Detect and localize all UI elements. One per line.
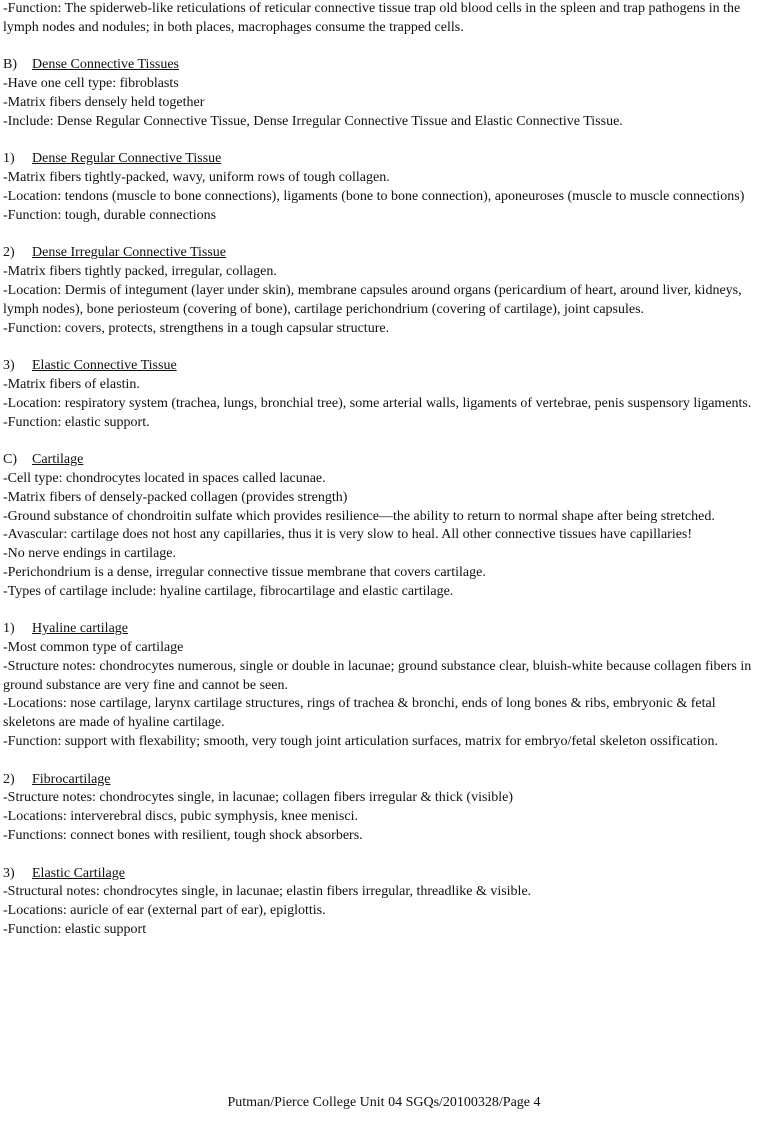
- subsection-heading-dense-regular: 1) Dense Regular Connective Tissue: [3, 151, 222, 167]
- body-line: -Matrix fibers tightly-packed, wavy, uniform rows of tough collagen.: [3, 170, 390, 186]
- reticular-function-text: -Function: The spiderweb-like reticulations of reticular connective tissue trap old blood cells in the spleen and trap pathogens in the lymph nodes and nodules; in both places, macrophages consume the trapped cells.: [3, 1, 741, 35]
- body-line: -Function: elastic support.: [3, 414, 150, 430]
- body-line: -Matrix fibers of densely-packed collagen (provides strength): [3, 489, 348, 505]
- body-line: -Matrix fibers densely held together: [3, 94, 205, 110]
- body-line: -Cell type: chondrocytes located in spaces called lacunae.: [3, 470, 326, 486]
- body-line: -Function: support with flexability; smooth, very tough joint articulation surfaces, matrix for embryo/fetal skeleton ossification.: [3, 734, 719, 750]
- body-line: -Have one cell type: fibroblasts: [3, 76, 179, 92]
- body-line: -Locations: interverebral discs, pubic symphysis, knee menisci.: [3, 809, 358, 825]
- body-line: -Include: Dense Regular Connective Tissue, Dense Irregular Connective Tissue and Elastic Connective Tissue.: [3, 113, 623, 129]
- body-line: -Matrix fibers of elastin.: [3, 376, 140, 392]
- section-heading-dense: B) Dense Connective Tissues: [3, 57, 179, 73]
- body-line: -Function: tough, durable connections: [3, 207, 217, 223]
- body-line: -Function: elastic support: [3, 922, 147, 938]
- body-line: -Location: Dermis of integument (layer under skin), membrane capsules around organs (pericardium of heart, around liver, kidneys, lymph nodes), bone periosteum (covering of bone), cartilage perichondrium (covering of cartilage), joint capsules.: [3, 282, 742, 317]
- subsection-heading-fibrocartilage: 2) Fibrocartilage: [3, 771, 111, 787]
- body-line: -No nerve endings in cartilage.: [3, 546, 176, 562]
- page-footer: Putman/Pierce College Unit 04 SGQs/20100328/Page 4: [227, 1095, 541, 1110]
- body-line: -Structure notes: chondrocytes single, in lacunae; collagen fibers irregular & thick (visible): [3, 790, 514, 806]
- body-line: -Locations: nose cartilage, larynx cartilage structures, rings of trachea & bronchi, ends of long bones & ribs, embryonic & fetal skeletons are made of hyaline cartilage.: [3, 696, 716, 731]
- subsection-heading-elastic-connective: 3) Elastic Connective Tissue: [3, 358, 177, 374]
- body-line: -Structure notes: chondrocytes numerous, single or double in lacunae; ground substance clear, bluish-white because collagen fibers in ground substance are very fine and cannot be seen.: [3, 658, 752, 693]
- subsection-heading-dense-irregular: 2) Dense Irregular Connective Tissue: [3, 245, 227, 261]
- body-line: -Most common type of cartilage: [3, 640, 184, 656]
- body-line: -Matrix fibers tightly packed, irregular, collagen.: [3, 264, 277, 280]
- subsection-heading-hyaline: 1) Hyaline cartilage: [3, 621, 129, 637]
- body-line: -Location: tendons (muscle to bone connections), ligaments (bone to bone connection), aponeuroses (muscle to muscle connections): [3, 188, 745, 204]
- body-line: -Locations: auricle of ear (external part of ear), epiglottis.: [3, 903, 326, 919]
- section-heading-cartilage: C) Cartilage: [3, 452, 84, 468]
- body-line: -Avascular: cartilage does not host any capillaries, thus it is very slow to heal. All other connective tissues have capillaries!: [3, 527, 693, 543]
- body-line: -Functions: connect bones with resilient, tough shock absorbers.: [3, 828, 363, 844]
- body-line: -Function: covers, protects, strengthens in a tough capsular structure.: [3, 320, 390, 336]
- body-line: -Ground substance of chondroitin sulfate which provides resilience—the ability to return to normal shape after being stretched.: [3, 508, 715, 524]
- subsection-heading-elastic-cartilage: 3) Elastic Cartilage: [3, 865, 125, 881]
- body-line: -Location: respiratory system (trachea, lungs, bronchial tree), some arterial walls, ligaments of vertebrae, penis suspensory ligaments.: [3, 395, 752, 411]
- body-line: -Types of cartilage include: hyaline cartilage, fibrocartilage and elastic cartilage.: [3, 583, 454, 599]
- body-line: -Structural notes: chondrocytes single, in lacunae; elastin fibers irregular, threadlike & visible.: [3, 884, 532, 900]
- body-line: -Perichondrium is a dense, irregular connective tissue membrane that covers cartilage.: [3, 564, 486, 580]
- document-page: [3, 0, 765, 940]
